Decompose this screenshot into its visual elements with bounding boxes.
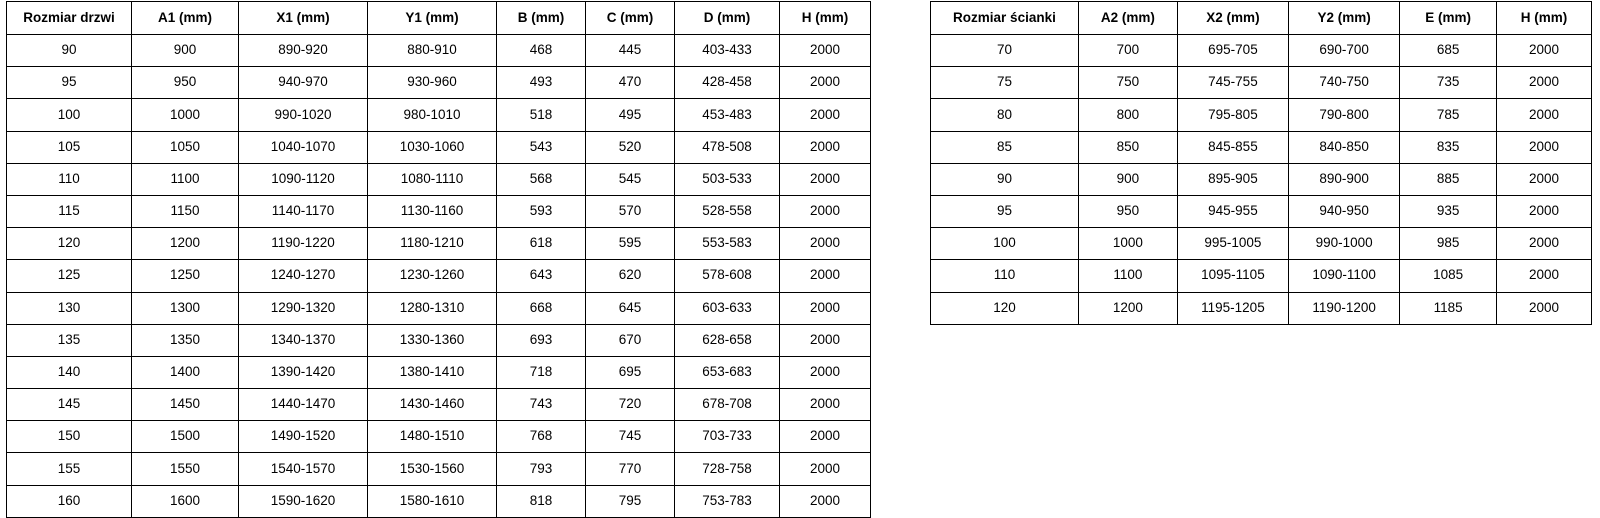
door-size-table-cell: 1290-1320 [239,292,368,324]
door-size-table-cell: 1550 [132,453,239,485]
wall-size-table-column-header: A2 (mm) [1078,2,1177,35]
door-size-table-cell: 1540-1570 [239,453,368,485]
wall-size-table-cell: 2000 [1497,228,1592,260]
door-size-table-cell: 1340-1370 [239,324,368,356]
door-size-table-cell: 1530-1560 [368,453,497,485]
door-size-table-cell: 1430-1460 [368,389,497,421]
door-size-table-cell: 518 [497,99,586,131]
door-size-table-cell: 2000 [780,389,871,421]
door-size-table-cell: 2000 [780,485,871,517]
wall-size-table-cell: 735 [1400,67,1497,99]
door-size-table-cell: 1480-1510 [368,421,497,453]
wall-size-table-column-header: H (mm) [1497,2,1592,35]
door-size-table-cell: 745 [586,421,675,453]
door-size-table-column-header: C (mm) [586,2,675,35]
door-size-table-cell: 1250 [132,260,239,292]
wall-size-table-cell: 95 [931,195,1079,227]
door-size-table-cell: 568 [497,163,586,195]
wall-size-table-cell: 110 [931,260,1079,292]
door-size-table-cell: 980-1010 [368,99,497,131]
wall-size-table-cell: 90 [931,163,1079,195]
table-row [7,260,871,292]
table-row [931,67,1592,99]
wall-size-table-cell: 1200 [1078,292,1177,324]
wall-size-table-cell: 2000 [1497,35,1592,67]
door-size-table-cell: 428-458 [675,67,780,99]
door-size-table-cell: 1590-1620 [239,485,368,517]
door-size-table-cell: 900 [132,35,239,67]
door-size-table-cell: 1400 [132,356,239,388]
table-row [931,292,1592,324]
wall-size-table-cell: 885 [1400,163,1497,195]
door-size-table-cell: 1150 [132,195,239,227]
table-row [931,35,1592,67]
door-size-table-cell: 818 [497,485,586,517]
door-size-table-cell: 160 [7,485,132,517]
table-row [931,131,1592,163]
wall-size-table-cell: 1100 [1078,260,1177,292]
door-size-table-cell: 890-920 [239,35,368,67]
door-size-table-cell: 1140-1170 [239,195,368,227]
door-size-table-cell: 145 [7,389,132,421]
table-row [931,228,1592,260]
door-size-table-cell: 668 [497,292,586,324]
wall-size-table-cell: 70 [931,35,1079,67]
door-size-table-cell: 1580-1610 [368,485,497,517]
door-size-table-cell: 1330-1360 [368,324,497,356]
wall-size-table-cell: 80 [931,99,1079,131]
table-header-row [931,2,1592,35]
door-size-table-column-header: X1 (mm) [239,2,368,35]
wall-size-table-cell: 1000 [1078,228,1177,260]
door-size-table-column-header: Y1 (mm) [368,2,497,35]
wall-size-table-cell: 1190-1200 [1289,292,1400,324]
door-size-table-cell: 2000 [780,292,871,324]
door-size-table-cell: 543 [497,131,586,163]
table-row [7,421,871,453]
door-size-table-cell: 1200 [132,228,239,260]
door-size-table-cell: 1300 [132,292,239,324]
door-size-table-column-header: A1 (mm) [132,2,239,35]
wall-size-table-cell: 790-800 [1289,99,1400,131]
door-size-table-cell: 620 [586,260,675,292]
door-size-table-cell: 100 [7,99,132,131]
door-size-table-cell: 470 [586,67,675,99]
door-size-table-cell: 403-433 [675,35,780,67]
table-row [7,356,871,388]
door-size-table-cell: 643 [497,260,586,292]
door-size-table-cell: 140 [7,356,132,388]
door-size-table-cell: 1100 [132,163,239,195]
wall-size-table-cell: 1095-1105 [1177,260,1288,292]
door-size-table-cell: 1230-1260 [368,260,497,292]
door-size-table-cell: 1440-1470 [239,389,368,421]
table-row [7,228,871,260]
table-row [7,292,871,324]
door-size-table-cell: 495 [586,99,675,131]
wall-size-table-cell: 2000 [1497,99,1592,131]
door-size-table-cell: 2000 [780,453,871,485]
door-size-table-cell: 135 [7,324,132,356]
table-row [7,131,871,163]
wall-size-table-column-header: X2 (mm) [1177,2,1288,35]
wall-size-table-cell: 950 [1078,195,1177,227]
door-size-table-cell: 150 [7,421,132,453]
door-size-table-cell: 768 [497,421,586,453]
wall-size-table-column-header: Rozmiar ścianki [931,2,1079,35]
door-size-table-cell: 2000 [780,421,871,453]
door-size-table-cell: 930-960 [368,67,497,99]
door-size-table-cell: 718 [497,356,586,388]
wall-size-table [930,1,1592,325]
door-size-table-cell: 2000 [780,99,871,131]
table-row [7,195,871,227]
door-size-table-column-header: H (mm) [780,2,871,35]
wall-size-table-cell: 2000 [1497,131,1592,163]
door-size-table-cell: 795 [586,485,675,517]
door-size-table-cell: 1350 [132,324,239,356]
door-size-table-cell: 940-970 [239,67,368,99]
door-size-table-cell: 1090-1120 [239,163,368,195]
door-size-table-cell: 593 [497,195,586,227]
wall-size-table-cell: 685 [1400,35,1497,67]
door-size-table-cell: 120 [7,228,132,260]
door-size-table-cell: 130 [7,292,132,324]
door-size-table-cell: 1240-1270 [239,260,368,292]
table-row [931,195,1592,227]
door-size-table-cell: 770 [586,453,675,485]
table-row [7,389,871,421]
table-row [7,324,871,356]
door-size-table-cell: 1040-1070 [239,131,368,163]
wall-size-table-cell: 940-950 [1289,195,1400,227]
door-size-table-cell: 2000 [780,131,871,163]
wall-size-table-cell: 990-1000 [1289,228,1400,260]
wall-size-table-cell: 945-955 [1177,195,1288,227]
door-size-table-cell: 793 [497,453,586,485]
door-size-table-cell: 2000 [780,260,871,292]
door-size-table-cell: 645 [586,292,675,324]
door-size-table-cell: 478-508 [675,131,780,163]
door-size-table-cell: 1380-1410 [368,356,497,388]
door-size-table-cell: 678-708 [675,389,780,421]
door-size-table-cell: 1600 [132,485,239,517]
table-row [931,99,1592,131]
door-size-table-cell: 728-758 [675,453,780,485]
wall-size-table-cell: 850 [1078,131,1177,163]
door-size-table-cell: 1050 [132,131,239,163]
table-header-row [7,2,871,35]
wall-size-table-cell: 835 [1400,131,1497,163]
door-size-table-body [7,35,871,518]
wall-size-table-cell: 75 [931,67,1079,99]
door-size-table-head [7,2,871,35]
door-size-table-cell: 693 [497,324,586,356]
door-size-table-cell: 468 [497,35,586,67]
table-row [7,35,871,67]
table-row [7,453,871,485]
wall-size-table-body [931,35,1592,325]
door-size-table-cell: 1080-1110 [368,163,497,195]
door-size-table-cell: 90 [7,35,132,67]
table-row [931,260,1592,292]
table-row [7,163,871,195]
door-size-table-cell: 2000 [780,228,871,260]
door-size-table-cell: 1390-1420 [239,356,368,388]
door-size-table-cell: 1280-1310 [368,292,497,324]
door-size-table-cell: 595 [586,228,675,260]
door-size-table-cell: 695 [586,356,675,388]
door-size-table-cell: 2000 [780,67,871,99]
door-size-table-cell: 703-733 [675,421,780,453]
wall-size-table-cell: 690-700 [1289,35,1400,67]
door-size-table-cell: 753-783 [675,485,780,517]
door-size-table-cell: 743 [497,389,586,421]
door-size-table-cell: 670 [586,324,675,356]
door-size-table-cell: 1490-1520 [239,421,368,453]
wall-size-table-cell: 900 [1078,163,1177,195]
door-size-table-cell: 155 [7,453,132,485]
door-size-table-cell: 570 [586,195,675,227]
door-size-table-cell: 1190-1220 [239,228,368,260]
door-size-table-cell: 503-533 [675,163,780,195]
wall-size-table-cell: 785 [1400,99,1497,131]
door-size-table-cell: 1000 [132,99,239,131]
door-size-table-cell: 2000 [780,195,871,227]
door-size-table-cell: 628-658 [675,324,780,356]
table-row [7,67,871,99]
wall-size-table-cell: 800 [1078,99,1177,131]
wall-size-table-column-header: E (mm) [1400,2,1497,35]
table-row [7,99,871,131]
wall-size-table-cell: 1185 [1400,292,1497,324]
door-size-table-column-header: Rozmiar drzwi [7,2,132,35]
wall-size-table-cell: 740-750 [1289,67,1400,99]
door-size-table-cell: 125 [7,260,132,292]
wall-size-table-cell: 750 [1078,67,1177,99]
door-size-table-cell: 1130-1160 [368,195,497,227]
wall-size-table-cell: 2000 [1497,67,1592,99]
door-size-table-cell: 950 [132,67,239,99]
door-size-table-cell: 578-608 [675,260,780,292]
wall-size-table-cell: 2000 [1497,292,1592,324]
door-size-table-cell: 603-633 [675,292,780,324]
wall-size-table-cell: 890-900 [1289,163,1400,195]
door-size-table-cell: 528-558 [675,195,780,227]
door-size-table-cell: 653-683 [675,356,780,388]
wall-size-table-cell: 985 [1400,228,1497,260]
door-size-table-cell: 2000 [780,324,871,356]
door-size-table-cell: 553-583 [675,228,780,260]
wall-size-table-cell: 995-1005 [1177,228,1288,260]
door-size-table-cell: 1030-1060 [368,131,497,163]
door-size-table-column-header: D (mm) [675,2,780,35]
wall-size-table-cell: 1195-1205 [1177,292,1288,324]
wall-size-table-cell: 2000 [1497,195,1592,227]
wall-size-table-cell: 100 [931,228,1079,260]
door-size-table-cell: 880-910 [368,35,497,67]
door-size-table-cell: 110 [7,163,132,195]
wall-size-table-cell: 1085 [1400,260,1497,292]
wall-size-table-cell: 695-705 [1177,35,1288,67]
door-size-table-cell: 990-1020 [239,99,368,131]
wall-size-table-column-header: Y2 (mm) [1289,2,1400,35]
door-size-table-cell: 95 [7,67,132,99]
wall-size-table-cell: 935 [1400,195,1497,227]
door-size-table-cell: 1180-1210 [368,228,497,260]
door-size-table-cell: 720 [586,389,675,421]
wall-size-table-cell: 700 [1078,35,1177,67]
wall-size-table-cell: 85 [931,131,1079,163]
door-size-table-cell: 453-483 [675,99,780,131]
door-size-table-cell: 1500 [132,421,239,453]
door-size-table-cell: 105 [7,131,132,163]
door-size-table [6,1,871,518]
wall-size-table-cell: 120 [931,292,1079,324]
wall-size-table-head [931,2,1592,35]
door-size-table-cell: 445 [586,35,675,67]
wall-size-table-cell: 2000 [1497,163,1592,195]
door-size-table-column-header: B (mm) [497,2,586,35]
door-size-table-cell: 618 [497,228,586,260]
door-size-table-cell: 2000 [780,35,871,67]
door-size-table-cell: 493 [497,67,586,99]
wall-size-table-cell: 840-850 [1289,131,1400,163]
door-size-table-cell: 545 [586,163,675,195]
door-size-table-cell: 2000 [780,163,871,195]
door-size-table-cell: 2000 [780,356,871,388]
door-size-table-cell: 115 [7,195,132,227]
door-size-table-cell: 520 [586,131,675,163]
wall-size-table-cell: 795-805 [1177,99,1288,131]
wall-size-table-cell: 1090-1100 [1289,260,1400,292]
wall-size-table-cell: 745-755 [1177,67,1288,99]
wall-size-table-cell: 895-905 [1177,163,1288,195]
door-size-table-cell: 1450 [132,389,239,421]
table-row [7,485,871,517]
table-row [931,163,1592,195]
wall-size-table-cell: 845-855 [1177,131,1288,163]
wall-size-table-cell: 2000 [1497,260,1592,292]
